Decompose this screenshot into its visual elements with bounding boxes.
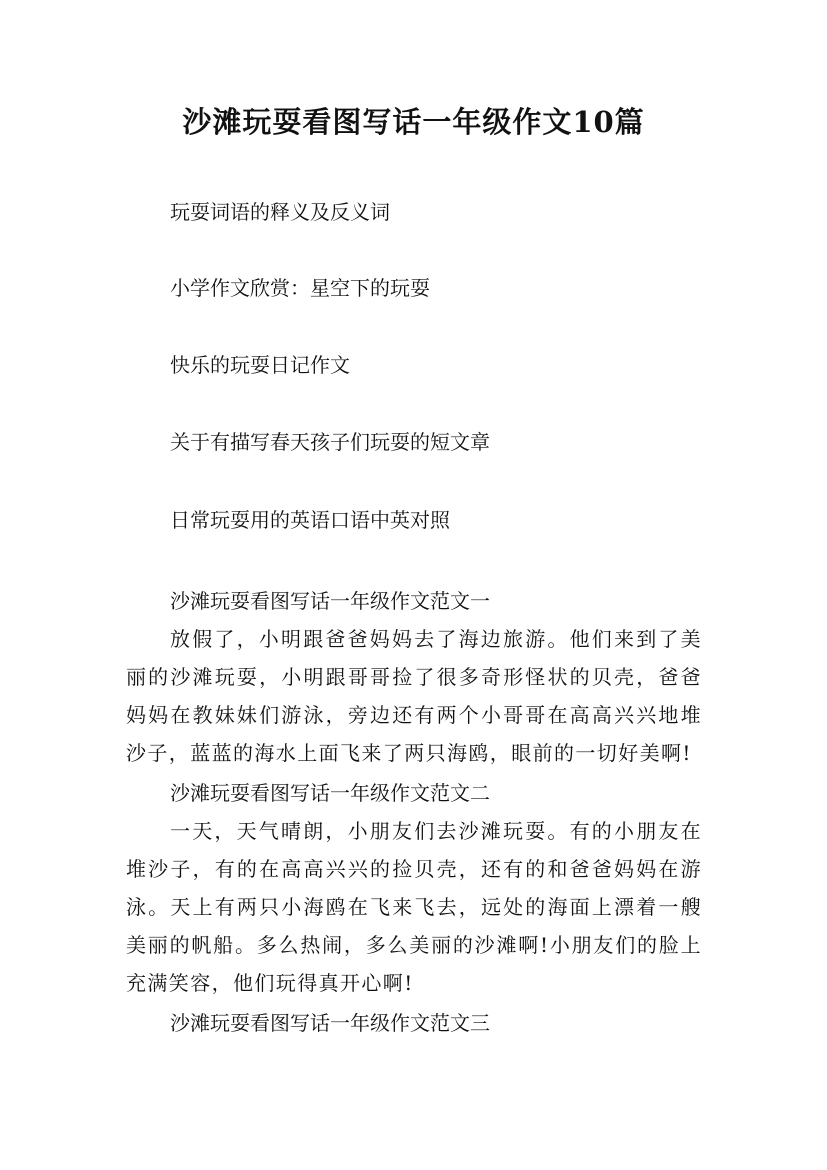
section-heading-3: 沙滩玩耍看图写话一年级作文范文三 (170, 1011, 490, 1035)
related-link-4[interactable]: 关于有描写春天孩子们玩耍的短文章 (170, 430, 490, 454)
section-heading-2: 沙滩玩耍看图写话一年级作文范文二 (170, 781, 490, 805)
related-link-1[interactable]: 玩耍词语的释义及反义词 (170, 200, 390, 224)
related-link-3[interactable]: 快乐的玩耍日记作文 (170, 353, 350, 377)
section-heading-1: 沙滩玩耍看图写话一年级作文范文一 (170, 589, 490, 613)
section-body-2: 一天，天气晴朗，小朋友们去沙滩玩耍。有的小朋友在堆沙子，有的在高高兴兴的捡贝壳，还有的和爸爸妈妈在游泳。天上有两只小海鸥在飞来飞去，远处的海面上漂着一艘美丽的帆船。多么热闹，多么美丽的沙滩啊!小朋友们的脸上充满笑容，他们玩得真开心啊! (126, 819, 702, 995)
document-title: 沙滩玩耍看图写话一年级作文10篇 (182, 105, 645, 139)
section-body-1: 放假了，小明跟爸爸妈妈去了海边旅游。他们来到了美丽的沙滩玩耍，小明跟哥哥捡了很多奇形怪状的贝壳，爸爸妈妈在教妹妹们游泳，旁边还有两个小哥哥在高高兴兴地堆沙子，蓝蓝的海水上面飞来了两只海鸥，眼前的一切好美啊! (126, 627, 702, 765)
related-link-2[interactable]: 小学作文欣赏：星空下的玩耍 (170, 276, 430, 300)
related-link-5[interactable]: 日常玩耍用的英语口语中英对照 (170, 508, 450, 532)
